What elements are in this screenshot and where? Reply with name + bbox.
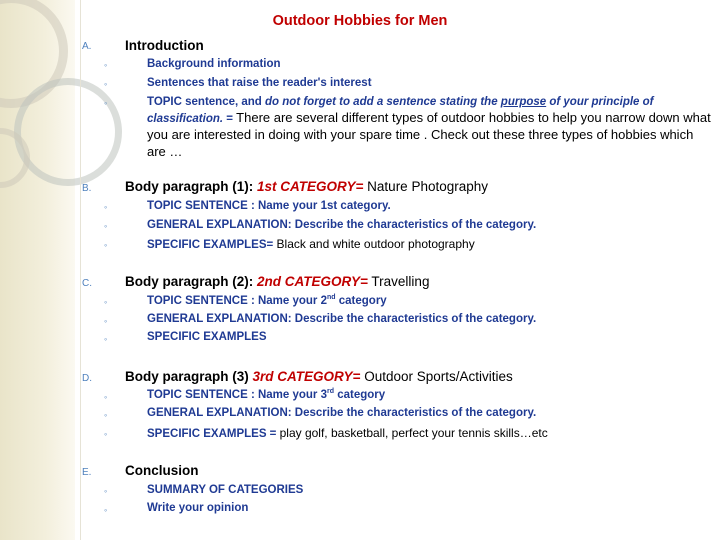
bullet-icon: ◦ xyxy=(104,79,108,89)
list-item: GENERAL EXPLANATION: Describe the characteristics of the category. xyxy=(147,313,537,325)
bullet-icon: ◦ xyxy=(104,221,108,231)
bullet-icon: ◦ xyxy=(104,392,108,402)
section-heading: Body paragraph (2): 2nd CATEGORY= Travelling xyxy=(125,274,430,289)
section-heading: Body paragraph (1): 1st CATEGORY= Nature Photography xyxy=(125,179,489,194)
bullet-icon: ◦ xyxy=(104,316,108,326)
page-title: Outdoor Hobbies for Men xyxy=(272,13,448,29)
list-item: SPECIFIC EXAMPLES= Black and white outdoor photography xyxy=(147,237,475,251)
bullet-icon: ◦ xyxy=(104,429,108,439)
list-item: SPECIFIC EXAMPLES xyxy=(147,331,267,343)
decorative-ring-icon xyxy=(14,78,122,186)
list-item: GENERAL EXPLANATION: Describe the characteristics of the category. xyxy=(147,219,537,231)
list-item: TOPIC SENTENCE : Name your 2nd category xyxy=(147,294,387,307)
section-marker: E. xyxy=(82,467,92,478)
section-marker: D. xyxy=(82,373,92,384)
list-item: SUMMARY OF CATEGORIES xyxy=(147,484,304,496)
bullet-icon: ◦ xyxy=(104,505,108,515)
section-heading: Introduction xyxy=(125,38,204,53)
bullet-icon: ◦ xyxy=(104,297,108,307)
list-item: SPECIFIC EXAMPLES = play golf, basketball, perfect your tennis skills…etc xyxy=(147,426,548,440)
bullet-icon: ◦ xyxy=(104,486,108,496)
section-heading: Conclusion xyxy=(125,463,199,478)
list-item: GENERAL EXPLANATION: Describe the characteristics of the category. xyxy=(147,407,537,419)
bullet-icon: ◦ xyxy=(104,60,108,70)
bullet-icon: ◦ xyxy=(104,98,108,108)
list-item: TOPIC SENTENCE : Name your 3rd category xyxy=(147,388,386,401)
section-marker: B. xyxy=(82,183,92,194)
bullet-icon: ◦ xyxy=(104,202,108,212)
list-item: Background information xyxy=(147,58,281,70)
topic-paragraph: TOPIC sentence, and do not forget to add a sentence stating the purpose of your principle of classification. = There are several different types of outdoor hobbies to help you narrow down what you are interested in doing with your spare time . Check out these three types of hobbies which are … xyxy=(147,96,711,159)
list-item: TOPIC SENTENCE : Name your 1st category. xyxy=(147,200,391,212)
bullet-icon: ◦ xyxy=(104,240,108,250)
section-marker: C. xyxy=(82,278,92,289)
bullet-icon: ◦ xyxy=(104,334,108,344)
section-heading: Body paragraph (3) 3rd CATEGORY= Outdoor Sports/Activities xyxy=(125,369,513,384)
section-marker: A. xyxy=(82,41,92,52)
list-item: Sentences that raise the reader's interest xyxy=(147,77,372,89)
divider xyxy=(80,0,81,540)
bullet-icon: ◦ xyxy=(104,410,108,420)
list-item: Write your opinion xyxy=(147,502,249,514)
